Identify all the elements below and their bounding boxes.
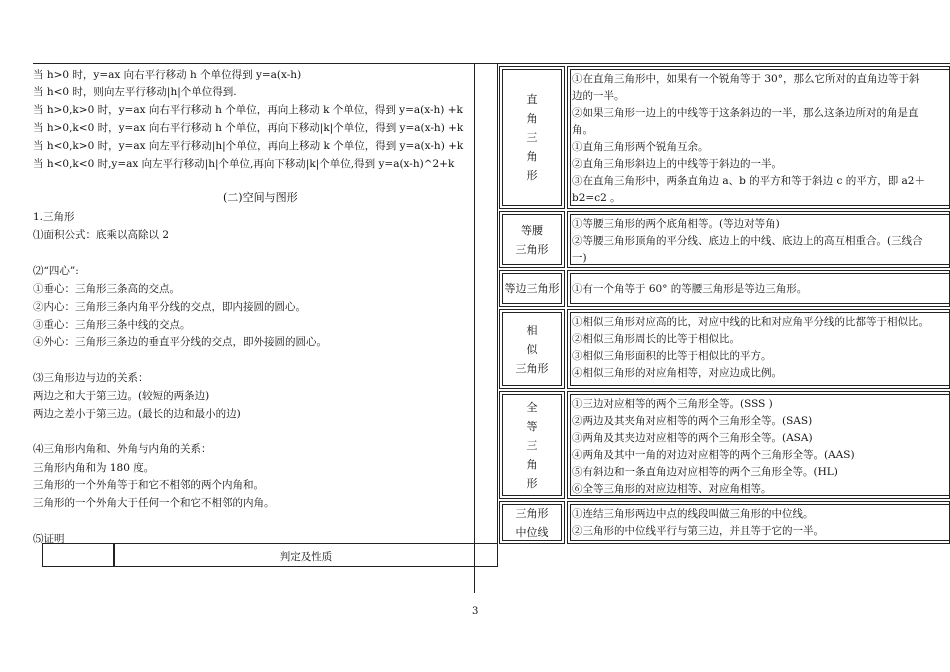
row-head-congruent: 全 等 三 角 形 (499, 391, 565, 499)
row-head-similar: 相 似 三角形 (499, 309, 565, 389)
row-content-equilateral (567, 270, 950, 307)
list-item: b2=c2 。 (572, 192, 621, 204)
orthocenter: ①垂心：三角形三条高的交点。 (33, 283, 180, 295)
top-rule (33, 63, 950, 64)
shift-rule-2: 当 h<0 时，则向左平行移动|h|个单位得到. (33, 86, 237, 98)
angles-rule-2: 三角形的一个外角等于和它不相邻的两个内角和。 (33, 479, 264, 491)
row-content-right-triangle (567, 66, 950, 209)
proof-table-header (42, 543, 498, 567)
list-item: ⑥全等三角形的对应边相等、对应角相等。 (572, 483, 772, 495)
angles-rule-3: 三角形的一个外角大于任何一个和它不相邻的内角。 (33, 497, 275, 509)
page-number: 3 (472, 606, 479, 617)
list-item: ⑤有斜边和一条直角边对应相等的两个三角形全等。(HL) (572, 466, 838, 478)
table-row (499, 309, 950, 389)
circumcenter: ④外心：三角形三条边的垂直平分线的交点，即外接圆的圆心。 (33, 336, 327, 348)
row-head-midline: 三角形 中位线 (499, 501, 565, 544)
area-formula: ⑴面积公式：底乘以高除以 2 (33, 229, 170, 241)
list-item: ②如果三角形一边上的中线等于这条斜边的一半，那么这条边所对的角是直 (572, 107, 919, 119)
list-item: ①在直角三角形中，如果有一个锐角等于 30°，那么它所对的直角边等于斜 (572, 73, 920, 85)
list-item: ③两角及其夹边对应相等的两个三角形全等。(ASA) (572, 432, 813, 444)
row-content-midline (567, 501, 950, 544)
angles-title: ⑷三角形内角和、外角与内角的关系： (33, 443, 212, 455)
table-row (499, 211, 950, 268)
list-item: 边的一半。 (572, 90, 625, 102)
list-item: ②相似三角形周长的比等于相似比。 (572, 333, 740, 345)
section-title: (二)空间与图形 (223, 191, 298, 204)
center-divider-2 (497, 63, 498, 543)
shift-rule-5: 当 h<0,k>0 时，y=ax 向左平行移动|h|个单位，再向上移动 k 个单位，得到 y=a(x-h) +k (33, 140, 464, 152)
proof-table-header-label: 判定及性质 (279, 551, 333, 563)
sides-rule-1: 两边之和大于第三边。(较短的两条边) (33, 390, 210, 402)
table-row (499, 391, 950, 499)
sides-title: ⑶三角形边与边的关系： (33, 372, 149, 384)
list-item: ①直角三角形两个锐角互余。 (572, 141, 709, 153)
row-head-right-triangle: 直 角 三 角 形 (499, 66, 565, 209)
proof-table-header-cell (114, 544, 497, 566)
row-content-similar (567, 309, 950, 389)
table-row (499, 501, 950, 544)
list-item: ①三边对应相等的两个三角形全等。(SSS ) (572, 398, 773, 410)
list-item: ①相似三角形对应高的比，对应中线的比和对应角平分线的比都等于相似比。 (572, 316, 929, 328)
sub-title: 1.三角形 (33, 211, 75, 223)
list-item: ②两边及其夹角对应相等的两个三角形全等。(SAS) (572, 415, 813, 427)
list-item: ①连结三角形两边中点的线段叫做三角形的中位线。 (572, 508, 814, 520)
center-divider (474, 63, 475, 593)
shift-rule-6: 当 h<0,k<0 时,y=ax 向左平行移动|h|个单位,再向下移动|k|个单位,得到 y=a(x-h)^2+k (33, 158, 455, 170)
list-item: ①等腰三角形的两个底角相等。(等边对等角) (572, 218, 780, 230)
list-item: ②三角形的中位线平行与第三边，并且等于它的一半。 (572, 525, 824, 537)
row-head-isosceles: 等腰 三角形 (499, 211, 565, 268)
list-item: ③在直角三角形中，两条直角边 a、b 的平方和等于斜边 c 的平方，即 a2＋ (572, 175, 925, 187)
shift-rule-4: 当 h>0,k<0 时，y=ax 向右平行移动 h 个单位，再向下移动|k|个单位，得到 y=a(x-h) +k (33, 122, 464, 134)
list-item: ④两角及其中一角的对边对应相等的两个三角形全等。(AAS) (572, 449, 855, 461)
shift-rule-3: 当 h>0,k>0 时，y=ax 向右平行移动 h 个单位，再向上移动 k 个单位，得到 y=a(x-h) +k (33, 104, 463, 116)
incenter: ②内心：三角形三条内角平分线的交点，即内接圆的圆心。 (33, 301, 306, 313)
angles-rule-1: 三角形内角和为 180 度。 (33, 462, 155, 474)
list-item: 角。 (572, 124, 593, 136)
list-item: ④相似三角形的对应角相等，对应边成比例。 (572, 367, 782, 379)
row-content-isosceles (567, 211, 950, 268)
proof-table-blank-cell (43, 544, 114, 566)
list-item: ②直角三角形斜边上的中线等于斜边的一半。 (572, 158, 782, 170)
row-head-equilateral: 等边三角形 (499, 270, 565, 307)
list-item: ③相似三角形面积的比等于相似比的平方。 (572, 350, 772, 362)
table-row (499, 270, 950, 307)
proof-title: ⑸证明 (33, 533, 65, 545)
list-item: ①有一个角等于 60° 的等腰三角形是等边三角形。 (572, 283, 808, 295)
four-centers-title: ⑵“四心”: (33, 265, 79, 277)
table-row (499, 66, 950, 209)
sides-rule-2: 两边之差小于第三边。(最长的边和最小的边) (33, 408, 241, 420)
centroid: ③重心：三角形三条中线的交点。 (33, 319, 191, 331)
list-item: 一) (572, 252, 587, 264)
list-item: ②等腰三角形顶角的平分线、底边上的中线、底边上的高互相重合。(三线合 (572, 235, 923, 247)
shift-rule-1: 当 h>0 时，y=ax 向右平行移动 h 个单位得到 y=a(x-h) (33, 69, 302, 81)
row-content-congruent (567, 391, 950, 499)
